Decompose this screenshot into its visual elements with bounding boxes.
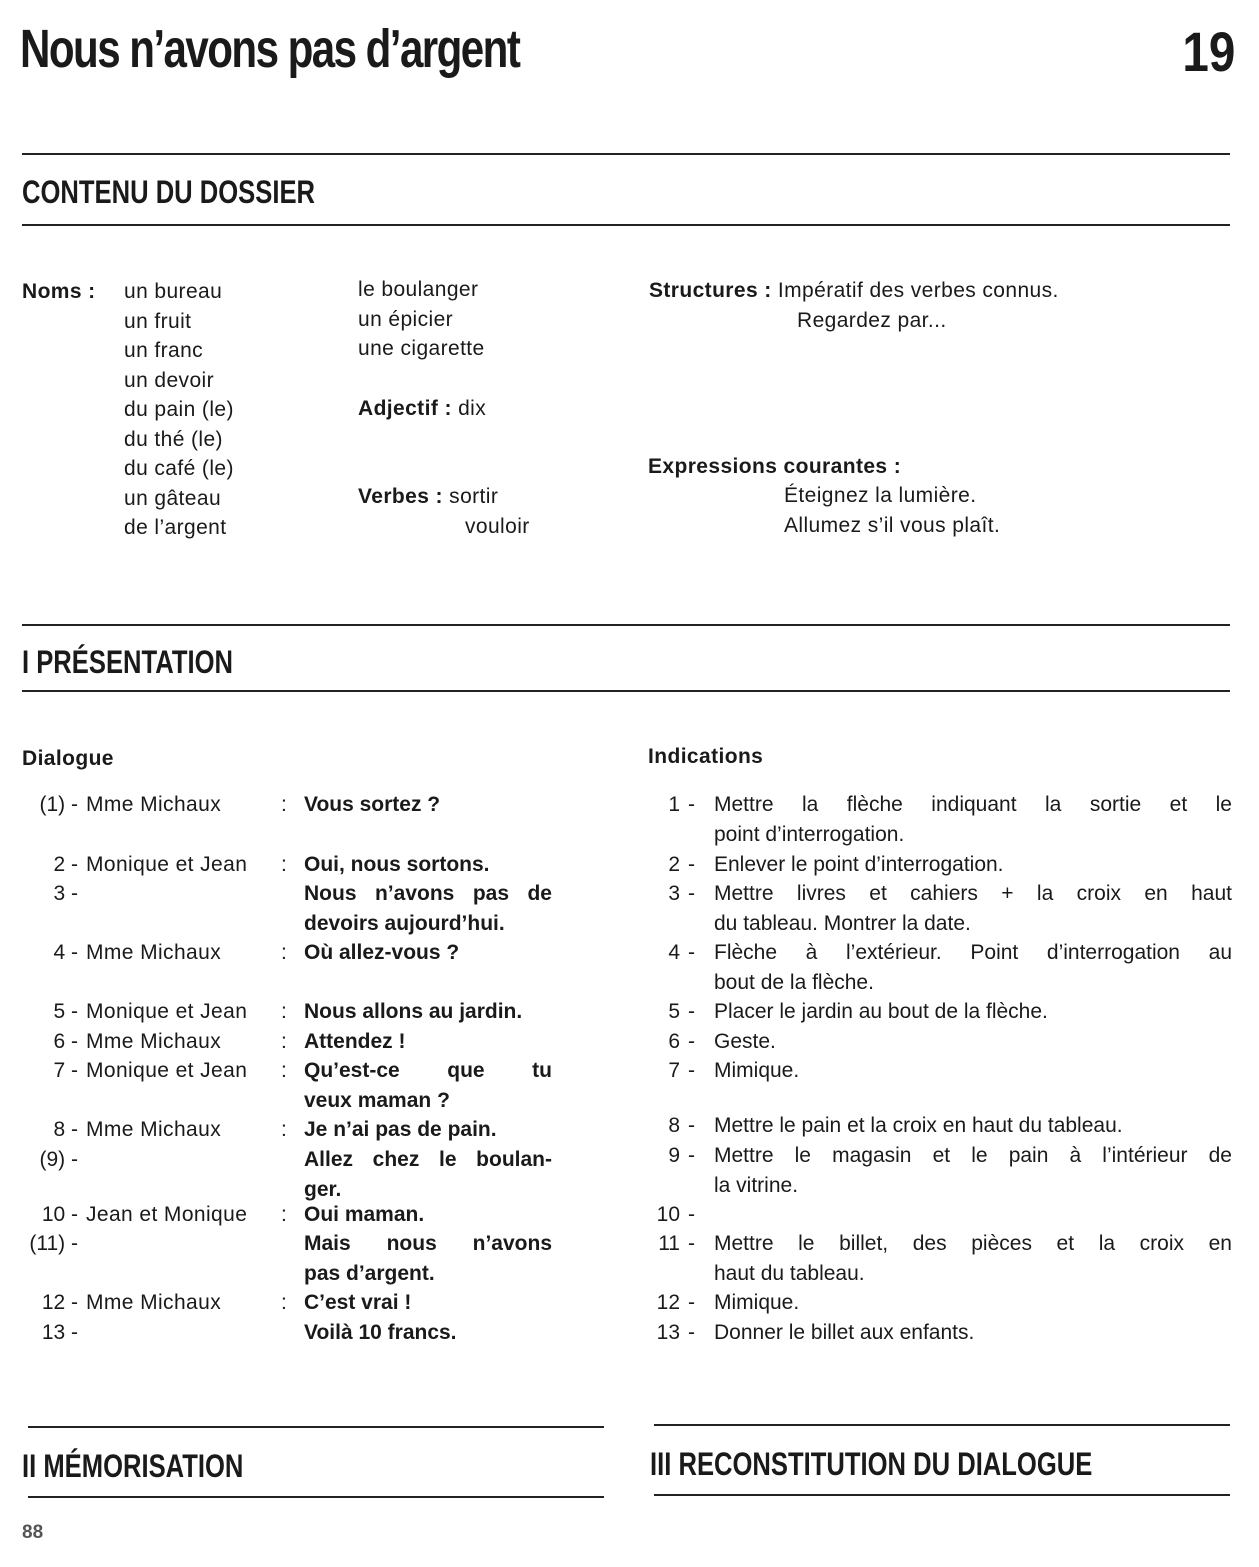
dialogue-number: 7 -: [53, 1059, 78, 1082]
dialogue-colon: :: [281, 1000, 287, 1023]
dialogue-number: 10 -: [41, 1203, 78, 1226]
indication-text: point d’interrogation.: [714, 822, 905, 846]
indication-text: Enlever le point d’interrogation.: [714, 853, 1004, 876]
indication-dash: -: [688, 1114, 695, 1137]
dialogue-speaker: Monique et Jean: [86, 1059, 248, 1082]
indication-dash: -: [688, 941, 695, 964]
adjectif-value: dix: [458, 397, 487, 420]
dialogue-line: Je n’ai pas de pain.: [304, 1118, 497, 1141]
indication-number: 5: [668, 1000, 680, 1023]
indication-text: Mettre le billet, des pièces et la croix en: [714, 1232, 1232, 1255]
indication-text: du tableau. Montrer la date.: [714, 911, 971, 935]
adjectif-line: [358, 398, 486, 419]
indication-text: Flèche à l’extérieur. Point d’interrogation au: [714, 941, 1232, 964]
indication-dash: -: [688, 1059, 695, 1082]
indication-number: 9: [668, 1144, 680, 1167]
dialogue-colon: :: [281, 1030, 287, 1053]
dialogue-number: 4 -: [53, 941, 78, 964]
dialogue-colon: :: [281, 793, 287, 816]
dialogue-colon: :: [281, 941, 287, 964]
noms-list: [124, 281, 234, 547]
structure-item: Regardez par...: [797, 309, 947, 332]
dialogue-line: Vous sortez ?: [304, 793, 441, 816]
dialogue-line: Nous allons au jardin.: [304, 1000, 523, 1023]
list-item: un gâteau: [124, 486, 222, 510]
verbes-line: [358, 486, 498, 507]
dialogue-line: ger.: [304, 1177, 342, 1201]
section-contenu-heading: CONTENU DU DOSSIER: [22, 174, 315, 210]
dialogue-speaker: Mme Michaux: [86, 793, 222, 816]
indication-text: Donner le billet aux enfants.: [714, 1321, 975, 1344]
lesson-number: 19: [1182, 20, 1235, 83]
indications-label: Indications: [648, 745, 764, 768]
indication-number: 6: [668, 1030, 680, 1053]
divider: [22, 153, 1230, 155]
dialogue-line: veux maman ?: [304, 1088, 450, 1112]
indication-number: 2: [668, 853, 680, 876]
section-presentation-heading: I PRÉSENTATION: [22, 644, 233, 680]
noms-label: Noms :: [22, 280, 96, 303]
indication-dash: -: [688, 1203, 695, 1226]
dialogue-number: 8 -: [53, 1118, 78, 1141]
dialogue-colon: :: [281, 853, 287, 876]
list-item: de l’argent: [124, 516, 227, 539]
section-memorisation-heading: II MÉMORISATION: [22, 1448, 244, 1484]
structure-item: Impératif des verbes connus.: [777, 279, 1059, 302]
list-item: un devoir: [124, 368, 214, 392]
dialogue-line: Oui, nous sortons.: [304, 853, 490, 876]
indication-text: Mettre la flèche indiquant la sortie et le: [714, 793, 1232, 816]
dialogue-line: Qu’est-ce que tu: [304, 1059, 552, 1082]
expressions-list: [784, 485, 1000, 544]
dialogue-line: C’est vrai !: [304, 1291, 412, 1314]
dialogue-speaker: Monique et Jean: [86, 853, 248, 876]
indication-dash: -: [688, 1232, 695, 1255]
dialogue-speaker: Mme Michaux: [86, 1030, 222, 1053]
dialogue-colon: :: [281, 1118, 287, 1141]
dialogue-line: Voilà 10 francs.: [304, 1321, 457, 1344]
dialogue-colon: :: [281, 1291, 287, 1314]
dialogue-speaker: Mme Michaux: [86, 1118, 222, 1141]
dialogue-number: (1) -: [39, 793, 78, 816]
list-item: un bureau: [124, 280, 223, 303]
indication-number: 8: [668, 1114, 680, 1137]
list-item: une cigarette: [358, 337, 485, 360]
indication-number: 13: [656, 1321, 680, 1344]
dialogue-speaker: Mme Michaux: [86, 1291, 222, 1314]
indication-number: 4: [668, 941, 680, 964]
list-item: un franc: [124, 339, 204, 362]
dialogue-line: Oui maman.: [304, 1203, 425, 1226]
indication-text: bout de la flèche.: [714, 970, 874, 994]
divider: [28, 1496, 604, 1498]
dialogue-number: 3 -: [53, 882, 78, 905]
divider: [28, 1426, 604, 1428]
indication-dash: -: [688, 1291, 695, 1314]
indication-text: Mettre le magasin et le pain à l’intérieur de: [714, 1144, 1232, 1167]
dialogue-speaker: Monique et Jean: [86, 1000, 248, 1023]
divider: [22, 690, 1230, 692]
indication-text: Mettre livres et cahiers + la croix en haut: [714, 882, 1232, 905]
dialogue-line: pas d’argent.: [304, 1261, 435, 1285]
indication-number: 11: [658, 1232, 680, 1255]
structures-line: [649, 280, 1059, 301]
list-item: du thé (le): [124, 427, 223, 451]
list-item: Éteignez la lumière.: [784, 484, 977, 507]
list-item: du café (le): [124, 457, 234, 480]
indication-text: haut du tableau.: [714, 1261, 865, 1285]
indication-dash: -: [688, 1144, 695, 1167]
verbes-label: Verbes :: [358, 485, 443, 508]
indication-dash: -: [688, 853, 695, 876]
indication-dash: -: [688, 1030, 695, 1053]
dialogue-colon: :: [281, 1203, 287, 1226]
list-item: Allumez s’il vous plaît.: [784, 513, 1001, 537]
indication-text: Placer le jardin au bout de la flèche.: [714, 1000, 1048, 1023]
indication-number: 12: [656, 1291, 680, 1314]
indication-text: Geste.: [714, 1030, 776, 1053]
verbe-item: vouloir: [465, 515, 530, 538]
indication-dash: -: [688, 1000, 695, 1023]
page-number: 88: [22, 1522, 44, 1543]
dialogue-speaker: Mme Michaux: [86, 941, 222, 964]
dialogue-number: 6 -: [53, 1030, 78, 1053]
list-item: le boulanger: [358, 278, 479, 301]
indication-number: 7: [668, 1059, 680, 1082]
indication-text: Mimique.: [714, 1059, 800, 1082]
indication-text: Mimique.: [714, 1291, 800, 1314]
dialogue-number: (9) -: [39, 1148, 78, 1171]
structures-label: Structures :: [649, 279, 772, 302]
dialogue-speaker: Jean et Monique: [86, 1203, 248, 1226]
indication-text: la vitrine.: [714, 1173, 799, 1197]
dialogue-number: (11) -: [29, 1232, 78, 1255]
dialogue-line: Allez chez le boulan-: [304, 1148, 552, 1171]
section-reconstitution-heading: III RECONSTITUTION DU DIALOGUE: [650, 1446, 1093, 1482]
divider: [654, 1494, 1230, 1496]
indication-number: 10: [656, 1203, 680, 1226]
indication-number: 1: [668, 793, 680, 816]
noms2-list: [358, 279, 485, 368]
divider: [654, 1424, 1230, 1426]
indication-dash: -: [688, 793, 695, 816]
dialogue-line: Où allez-vous ?: [304, 941, 460, 964]
list-item: un épicier: [358, 307, 454, 331]
indication-text: Mettre le pain et la croix en haut du tableau.: [714, 1114, 1123, 1137]
dialogue-line: Mais nous n’avons: [304, 1232, 552, 1255]
dialogue-line: devoirs aujourd’hui.: [304, 911, 505, 935]
dialogue-line: Attendez !: [304, 1030, 406, 1053]
dialogue-number: 12 -: [41, 1291, 78, 1314]
dialogue-number: 2 -: [53, 853, 78, 876]
divider: [22, 224, 1230, 226]
expressions-label: Expressions courantes :: [648, 455, 902, 478]
divider: [22, 624, 1230, 626]
verbe-item: sortir: [449, 485, 499, 508]
page-title: Nous n’avons pas d’argent: [20, 19, 520, 79]
indication-number: 3: [668, 882, 680, 905]
indication-dash: -: [688, 882, 695, 905]
adjectif-label: Adjectif :: [358, 397, 452, 420]
indication-dash: -: [688, 1321, 695, 1344]
dialogue-number: 13 -: [41, 1321, 78, 1344]
dialogue-label: Dialogue: [22, 747, 114, 770]
dialogue-line: Nous n’avons pas de: [304, 882, 552, 905]
list-item: un fruit: [124, 309, 192, 333]
dialogue-number: 5 -: [53, 1000, 78, 1023]
list-item: du pain (le): [124, 398, 234, 421]
dialogue-colon: :: [281, 1059, 287, 1082]
